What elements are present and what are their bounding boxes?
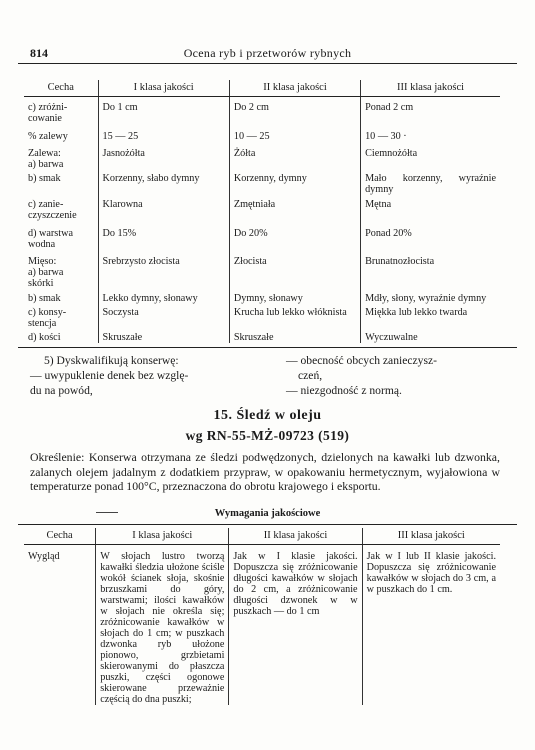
definition-paragraph: Określenie: Konserwa otrzymana ze śledzi podwędzonych, dzielonych na kawałki lub dzwonka, zalanych olejem jadalnym z dodatkiem przypraw, w opakowaniu hermetycznym, wyjałowiona w temperaturze ponad 100°C, przeznaczona do obrotu krajowego i eksportu. [30, 450, 500, 493]
table-cell: Mdły, słony, wyraźnie dymny [361, 289, 500, 304]
table-cell: b) smak [28, 173, 61, 184]
column-header: II klasa jakości [229, 528, 362, 545]
table-cell: Wygląd [28, 551, 60, 562]
column-header: Cecha [24, 528, 96, 545]
table-cell: Korzenny, dymny [229, 170, 360, 195]
table-row [24, 329, 500, 343]
table-cell: Skruszałe [229, 329, 360, 343]
table-cell: W słojach lustro tworzą kawałki śledzia ułożone ściśle wokół ścianek słoja, skośnie brzuszkami do góry, warstwami; ilości kawałków w słojach nie określa się; zróżnicowanie kawałków w słojach do 1 cm; w puszkach dzwonka ryb ułożone pionowo, grzbietami skierowanymi do płaszcza puszki, części ogonowe skierowane przeważnie częścią do dna puszki; [96, 545, 229, 706]
table-cell: Do 2 cm [229, 97, 360, 125]
table-cell: Do 15% [98, 221, 229, 250]
table-cell: Skruszałe [98, 329, 229, 343]
disqualify-item-2-cont: du na powód, [30, 384, 93, 397]
table-header-row [24, 80, 500, 97]
table2-top-rule [18, 524, 517, 525]
table-cell: 10 — 30 · [361, 124, 500, 142]
table-cell: c) konsy- stencja [28, 307, 67, 329]
table-cell: Ciemnożółta [361, 142, 500, 170]
section-subtitle: wg RN-55-MŻ-09723 (519) [185, 428, 350, 443]
table-cell: Brunatnozłocista [361, 250, 500, 289]
column-header: I klasa jakości [98, 80, 229, 97]
table-cell: Mięso: a) barwa skórki [28, 256, 64, 289]
column-header: II klasa jakości [229, 80, 360, 97]
table-cell: Żółta [229, 142, 360, 170]
table-cell: Miękka lub lekko twarda [361, 304, 500, 329]
page-number: 814 [30, 46, 48, 60]
table-cell: Złocista [229, 250, 360, 289]
table-cell: 10 — 25 [229, 124, 360, 142]
table-cell: Krucha lub lekko włóknista [229, 304, 360, 329]
table-row [24, 97, 500, 125]
table-row [24, 289, 500, 304]
table-cell: d) warstwa wodna [28, 228, 73, 250]
table-caption: Wymagania jakościowe [214, 508, 321, 519]
table-cell: Ponad 20% [361, 221, 500, 250]
table-cell: Dymny, słonawy [229, 289, 360, 304]
table-cell: % zalewy [28, 131, 68, 142]
table-cell: d) kości [28, 332, 61, 343]
table-cell: Jak w I lub II klasie jakości. Dopuszcza się zróżnicowanie kawałków w słojach do 3 cm, a w puszkach do 1 cm. [362, 545, 500, 706]
table-cell: Zmętniała [229, 195, 360, 221]
running-header [18, 46, 517, 62]
column-header: III klasa jakości [362, 528, 500, 545]
table-cell: Ponad 2 cm [361, 97, 500, 125]
table-cell: c) zróżni- cowanie [28, 102, 68, 124]
table-cell: Jasnożółta [98, 142, 229, 170]
disqualify-item-3: — obecność obcych zanieczysz- [286, 354, 437, 367]
table-cell: Mętna [361, 195, 500, 221]
disqualify-item-3-cont: czeń, [298, 369, 323, 382]
table-row [24, 142, 500, 170]
table1-bottom-rule [18, 347, 517, 348]
table-row [24, 545, 500, 706]
table-cell: Klarowna [98, 195, 229, 221]
column-header: I klasa jakości [96, 528, 229, 545]
table-cell: c) zanie- czyszczenie [28, 199, 77, 221]
column-header: III klasa jakości [361, 80, 500, 97]
quality-table-continued [24, 80, 500, 343]
table-row [24, 304, 500, 329]
table-cell: Jak w I klasie jakości. Dopuszcza się zróżnicowanie długości kawałków w słojach do 2 cm, a zróżnicowanie długości dzwonek w w puszkach — do 1 cm [229, 545, 362, 706]
table-cell: Soczysta [98, 304, 229, 329]
table-cell: Korzenny, słabo dymny [98, 170, 229, 195]
quality-table [24, 528, 500, 705]
disqualify-item-2: — uwypuklenie denek bez wzglę- [30, 369, 189, 382]
disqualify-item-1: 5) Dyskwalifikują konserwę: [44, 354, 179, 367]
table-cell: Zalewa: a) barwa [28, 148, 64, 170]
table-row [24, 170, 500, 195]
table-row [24, 124, 500, 142]
running-title: Ocena ryb i przetworów rybnych [183, 46, 352, 60]
table-cell: Srebrzysto złocista [98, 250, 229, 289]
table-cell: 15 — 25 [98, 124, 229, 142]
table-row [24, 195, 500, 221]
column-header: Cecha [24, 80, 98, 97]
table-cell: Do 20% [229, 221, 360, 250]
table-row [24, 250, 500, 289]
table-cell: Mało korzenny, wyraźnie dymny [361, 170, 500, 195]
section-title: 15. Śledź w oleju [213, 408, 322, 423]
table-row [24, 221, 500, 250]
table-cell: Do 1 cm [98, 97, 229, 125]
table-cell: b) smak [28, 293, 61, 304]
table-cell: Wyczuwalne [361, 329, 500, 343]
disqualify-item-4: — niezgodność z normą. [286, 384, 402, 397]
table-header-row [24, 528, 500, 545]
table-cell: Lekko dymny, słonawy [98, 289, 229, 304]
header-rule [18, 63, 517, 64]
